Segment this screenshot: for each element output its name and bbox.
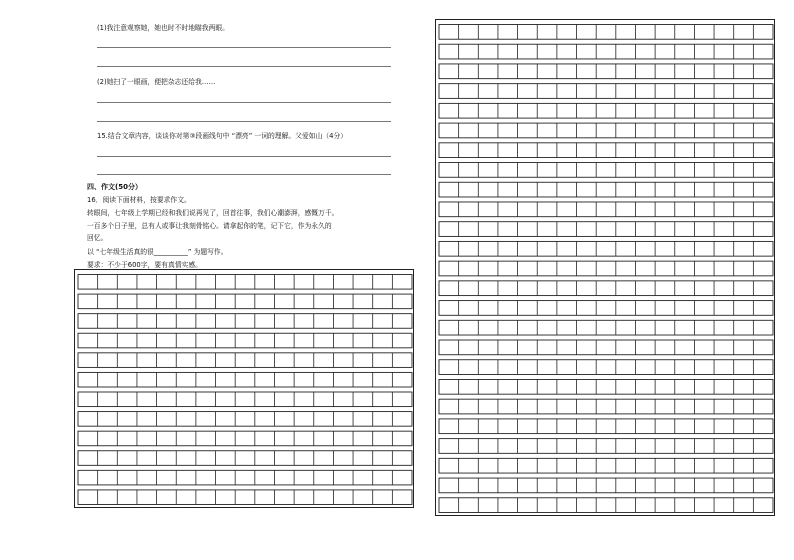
answer-line: [97, 102, 391, 103]
grid-row: [439, 143, 773, 158]
writing-grid-left-cells: [75, 270, 415, 509]
grid-row: [78, 451, 412, 466]
grid-row: [439, 301, 773, 316]
grid-row: [78, 412, 412, 427]
grid-row: [439, 478, 773, 493]
grid-row: [78, 490, 412, 505]
answer-line: [97, 156, 391, 157]
grid-row: [439, 163, 773, 178]
grid-row: [439, 458, 773, 473]
essay-topic: 以 “七年级生活真的很__________” 为题写作。: [87, 248, 228, 256]
grid-row: [78, 314, 412, 329]
grid-row: [78, 275, 412, 290]
material-line-1: 转眼间，七年级上学期已经和我们说再见了，回首往事，我们心潮澎湃，感慨万千。: [87, 209, 339, 217]
grid-row: [439, 64, 773, 79]
grid-row: [78, 470, 412, 485]
grid-row: [439, 320, 773, 335]
answer-line: [97, 66, 391, 67]
grid-row: [439, 261, 773, 276]
grid-row: [78, 372, 412, 387]
grid-row: [439, 439, 773, 454]
grid-row: [78, 333, 412, 348]
q16-intro: 16．阅读下面材料，按要求作文。: [87, 196, 191, 204]
grid-row: [439, 379, 773, 394]
grid-row: [439, 182, 773, 197]
essay-requirement: 要求：不少于600字，要有真情实感。: [87, 261, 202, 269]
grid-row: [78, 392, 412, 407]
answer-line: [97, 174, 391, 175]
grid-row: [439, 340, 773, 355]
material-line-3: 回忆。: [87, 234, 108, 242]
grid-row: [439, 103, 773, 118]
grid-row: [439, 222, 773, 237]
grid-row: [439, 498, 773, 513]
q15-text: 15.结合文章内容，谈谈你对第③段画线句中 “漂亮” 一词的理解。父爱如山（4分）: [97, 132, 348, 140]
grid-row: [439, 281, 773, 296]
grid-row: [439, 44, 773, 59]
grid-row: [78, 353, 412, 368]
grid-row: [439, 360, 773, 375]
grid-row: [439, 241, 773, 256]
grid-row: [439, 399, 773, 414]
grid-row: [439, 84, 773, 99]
grid-row: [439, 419, 773, 434]
writing-grid-right-cells: [436, 20, 776, 517]
q14-part1-text: (1)我注意观察她，她也时不时地瞄我两眼。: [97, 24, 229, 32]
q14-part2-text: (2)她扫了一眼画，便把杂志还给我……: [97, 78, 216, 86]
writing-grid-left[interactable]: [74, 269, 414, 508]
answer-line: [97, 47, 391, 48]
grid-row: [78, 431, 412, 446]
grid-row: [439, 123, 773, 138]
composition-section-title: 四、作文(50分）: [87, 183, 142, 191]
grid-row: [78, 294, 412, 309]
writing-grid-right[interactable]: [435, 19, 775, 516]
grid-row: [439, 25, 773, 40]
grid-row: [439, 202, 773, 217]
answer-line: [97, 121, 391, 122]
material-line-2: 一百多个日子里，总有人或事让我刻骨铭心。请拿起你的笔，记下它，作为永久的: [87, 222, 332, 230]
